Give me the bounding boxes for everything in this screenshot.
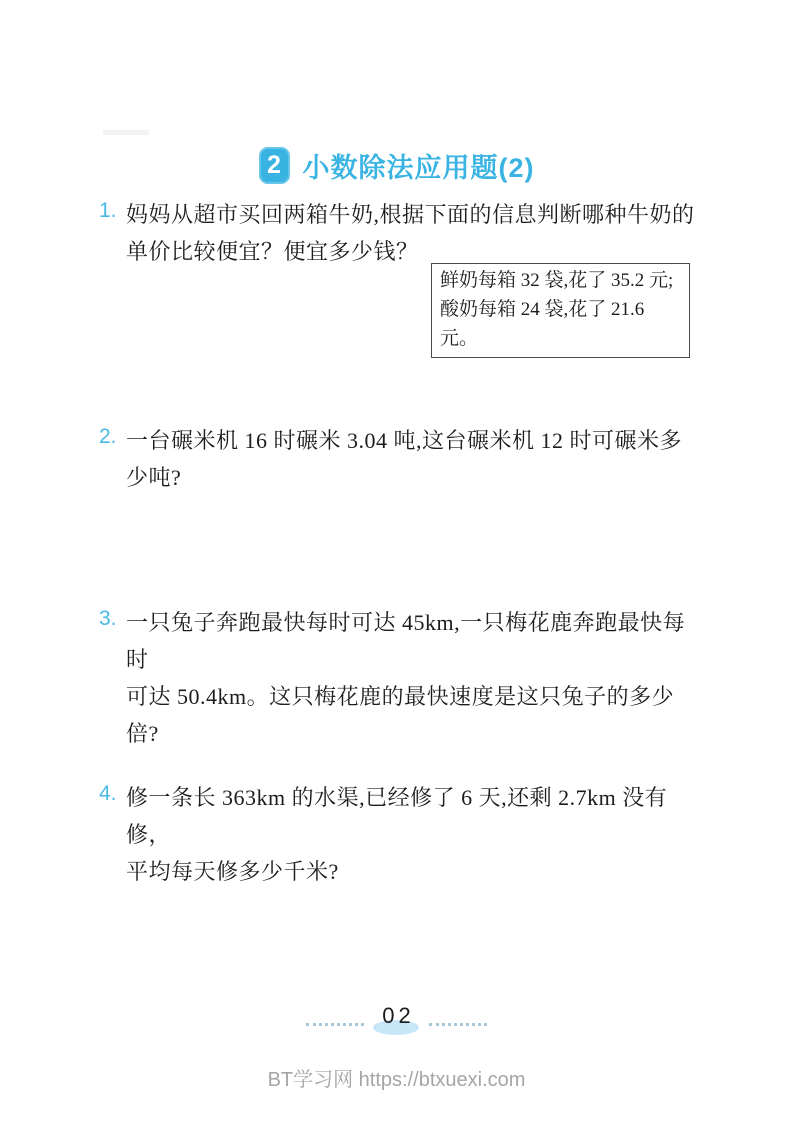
problem-item-1 <box>99 196 705 270</box>
problem-text <box>126 779 705 890</box>
problem-text <box>126 422 682 496</box>
problem-item-2 <box>99 422 705 496</box>
dots-left-decoration <box>306 1023 364 1026</box>
problem-text-line: 一只兔子奔跑最快每时可达 45km,一只梅花鹿奔跑最快每时 <box>126 610 686 672</box>
page-number: 02 <box>382 1003 415 1028</box>
problem-item-4 <box>99 779 705 890</box>
page-number-wrap <box>374 1003 418 1029</box>
problem-text-line: 修一条长 363km 的水渠,已经修了 6 天,还剩 2.7km 没有修， <box>126 785 668 847</box>
section-number-badge: 2 <box>259 147 290 184</box>
info-box-line: 酸奶每箱 24 袋,花了 21.6 元。 <box>440 299 645 349</box>
problem-text-line: 妈妈从超市买回两箱牛奶,根据下面的信息判断哪种牛奶的 <box>126 202 695 227</box>
problem-text-line: 少吨? <box>126 465 182 490</box>
problem-text-line: 平均每天修多少千米? <box>126 859 339 884</box>
problem-text <box>126 196 695 270</box>
section-title-text: 小数除法应用题(2) <box>302 153 535 183</box>
scan-artifact-mark <box>103 130 149 135</box>
problem-text <box>126 604 705 752</box>
problem-number: 2. <box>99 425 117 448</box>
problem-text-line: 可达 50.4km。这只梅花鹿的最快速度是这只兔子的多少倍? <box>126 684 675 746</box>
info-box-line: 鲜奶每箱 32 袋,花了 35.2 元; <box>440 270 674 291</box>
problem-number: 1. <box>99 199 117 222</box>
problem-number: 3. <box>99 607 117 630</box>
problem-number: 4. <box>99 782 117 805</box>
problem-item-3 <box>99 604 705 752</box>
section-title <box>0 146 793 185</box>
page-number-row <box>0 1003 793 1029</box>
milk-info-box <box>431 263 690 358</box>
watermark-footer: BT学习网 https://btxuexi.com <box>267 1069 526 1091</box>
dots-right-decoration <box>429 1023 487 1026</box>
problem-text-line: 一台碾米机 16 时碾米 3.04 吨,这台碾米机 12 时可碾米多 <box>126 428 683 453</box>
problem-text-line: 单价比较便宜？便宜多少钱？ <box>126 239 419 264</box>
